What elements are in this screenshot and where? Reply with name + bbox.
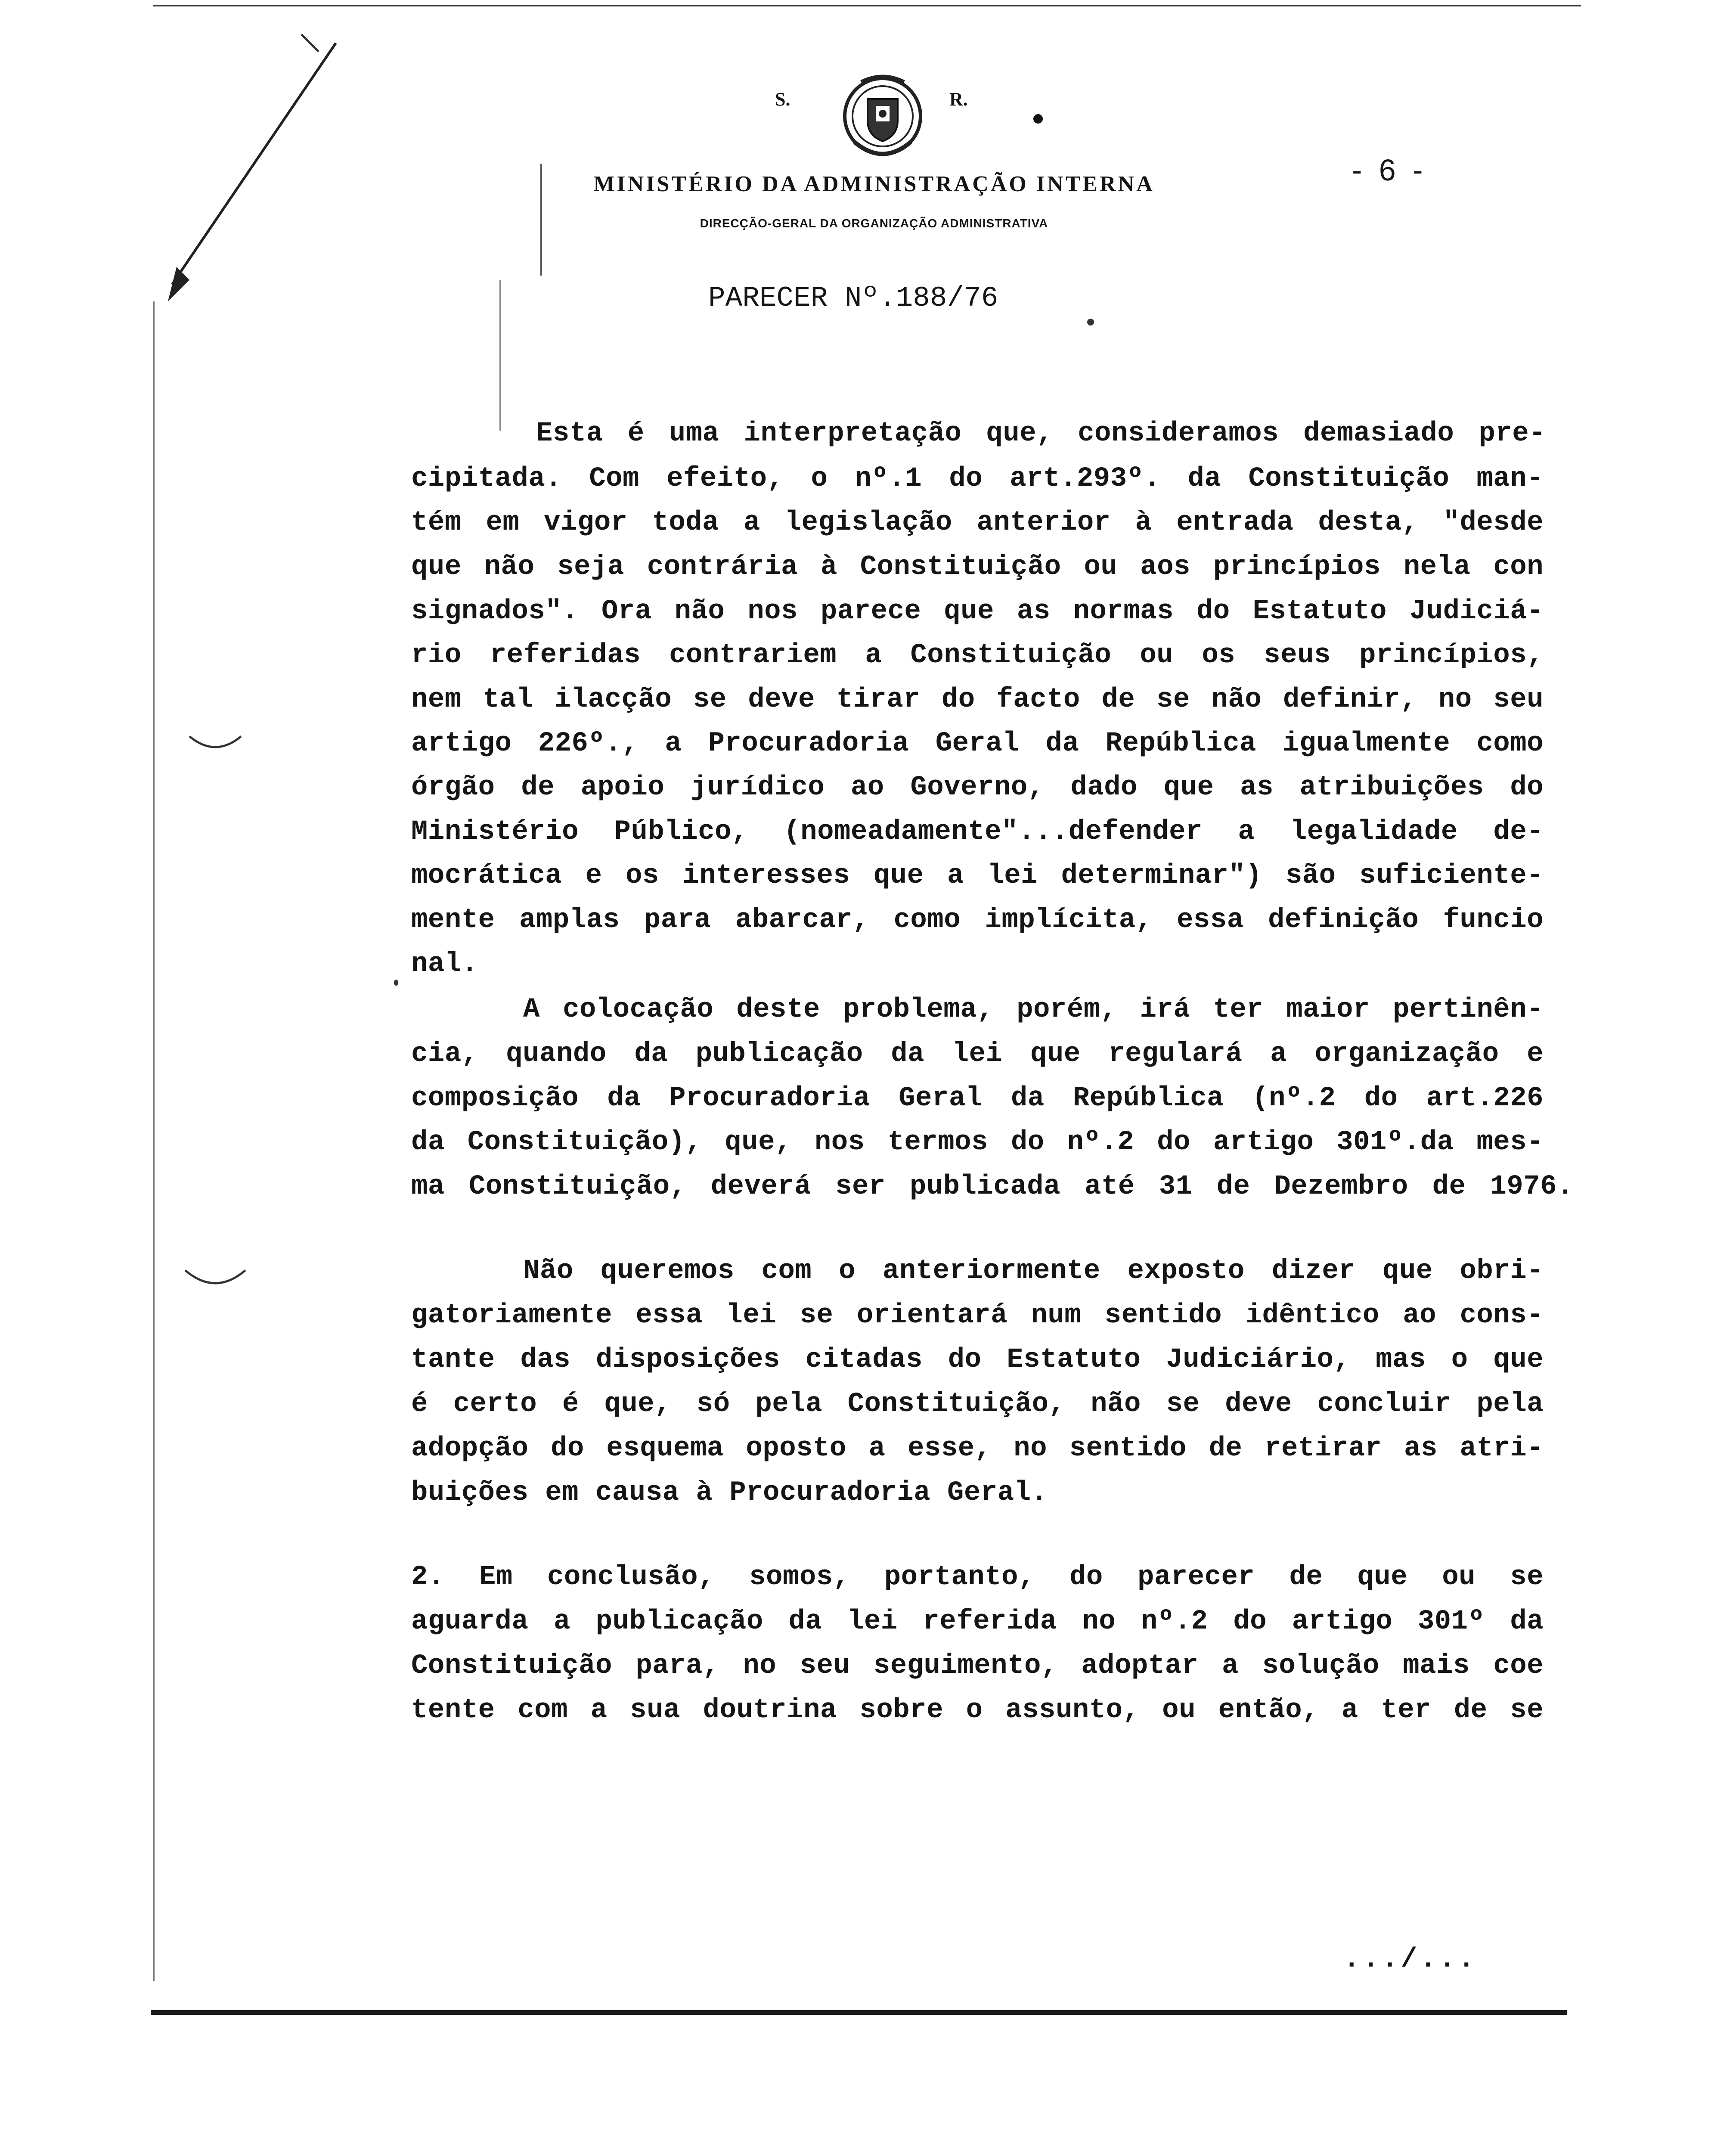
ministry-heading: MINISTÉRIO DA ADMINISTRAÇÃO INTERNA <box>593 172 1155 196</box>
text-line: Não queremos com o anteriormente exposto dizer que obri- <box>523 1256 1544 1287</box>
text-line: aguarda a publicação da lei referida no nº.2 do artigo 301º da <box>411 1606 1544 1637</box>
text-line: Esta é uma interpretação que, consideramos demasiado pre- <box>536 418 1546 449</box>
text-line: A colocação deste problema, porém, irá ter maior pertinên- <box>523 994 1544 1025</box>
text-line: buições em causa à Procuradoria Geral. <box>411 1477 1048 1508</box>
directorate-subheading: DIRECÇÃO-GERAL DA ORGANIZAÇÃO ADMINISTRATIVA <box>700 217 1048 230</box>
text-line: tante das disposições citadas do Estatuto Judiciário, mas o que <box>411 1344 1544 1375</box>
text-line: nem tal ilacção se deve tirar do facto de se não definir, no seu <box>411 684 1544 715</box>
text-line: artigo 226º., a Procuradoria Geral da República igualmente como <box>411 728 1544 759</box>
ink-dot <box>394 980 398 986</box>
text-line: ma Constituição, deverá ser publicada até 31 de Dezembro de 1976. <box>411 1171 1574 1202</box>
ink-dot <box>1033 114 1043 124</box>
text-line: signados". Ora não nos parece que as normas do Estatuto Judiciá- <box>411 596 1544 627</box>
text-line: que não seja contrária à Constituição ou aos princípios nela con <box>411 552 1544 583</box>
scan-artifact-vertical-line <box>499 280 501 431</box>
ink-dot <box>1087 319 1094 326</box>
letterhead-left-initial: S. <box>775 89 790 110</box>
text-line: cipitada. Com efeito, o nº.1 do art.293º. da Constituição man- <box>411 463 1544 494</box>
scan-artifact-curve-icon <box>181 728 250 762</box>
text-line: composição da Procuradoria Geral da República (nº.2 do art.226 <box>411 1083 1544 1114</box>
scan-artifact-margin-line <box>153 301 155 1981</box>
document-title: PARECER Nº.188/76 <box>708 282 998 314</box>
text-line: Constituição para, no seu seguimento, adoptar a solução mais coe <box>411 1650 1544 1681</box>
text-line: cia, quando da publicação da lei que regulará a organização e <box>411 1039 1544 1070</box>
text-line: 2. Em conclusão, somos, portanto, do parecer de que ou se <box>411 1562 1544 1593</box>
text-line: rio referidas contrariem a Constituição ou os seus princípios, <box>411 640 1544 671</box>
text-line: mocrática e os interesses que a lei determinar") são suficiente- <box>411 860 1544 891</box>
page-number: - 6 - <box>1352 153 1427 187</box>
text-line: tente com a sua doutrina sobre o assunto, ou então, a ter de se <box>411 1695 1544 1726</box>
scan-artifact-vertical-line <box>540 164 542 276</box>
coat-of-arms-seal-icon <box>831 65 934 168</box>
scan-artifact-curve-icon <box>172 1262 258 1305</box>
text-line: órgão de apoio jurídico ao Governo, dado que as atribuições do <box>411 772 1544 803</box>
text-line: mente amplas para abarcar, como implícita, essa definição funcio <box>411 905 1544 936</box>
text-line: nal. <box>411 949 478 980</box>
text-line: gatoriamente essa lei se orientará num sentido idêntico ao cons- <box>411 1300 1544 1331</box>
text-line: tém em vigor toda a legislação anterior à entrada desta, "desde <box>411 507 1544 538</box>
text-line: adopção do esquema oposto a esse, no sentido de retirar as atri- <box>411 1433 1544 1464</box>
bottom-border-line <box>151 2010 1567 2015</box>
scan-artifact-slash-icon <box>164 26 344 301</box>
continuation-marker: .../... <box>1343 1944 1477 1975</box>
letterhead-right-initial: R. <box>949 89 968 110</box>
text-line: é certo é que, só pela Constituição, não se deve concluir pela <box>411 1389 1544 1420</box>
text-line: da Constituição), que, nos termos do nº.2 do artigo 301º.da mes- <box>411 1127 1544 1158</box>
text-line: Ministério Público, (nomeadamente"...defender a legalidade de- <box>411 816 1544 847</box>
top-border-line <box>153 5 1581 6</box>
